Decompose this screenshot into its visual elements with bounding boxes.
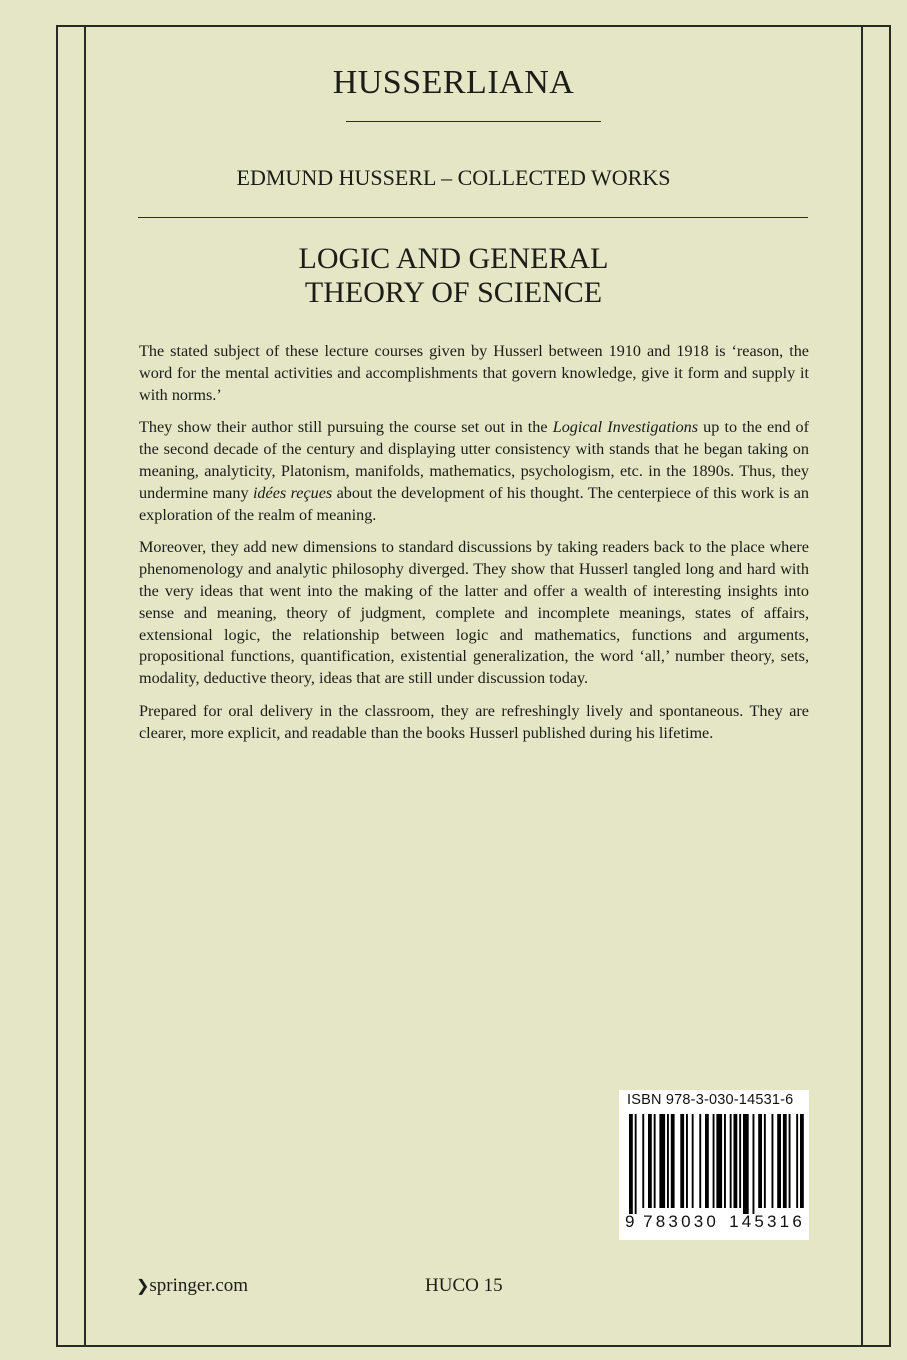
barcode-bar <box>753 1114 755 1214</box>
blurb-italic-phrase: idées reçues <box>252 483 333 502</box>
barcode-bar <box>654 1114 656 1208</box>
blurb-text: They show their author still pursuing the course set out in the <box>139 418 553 437</box>
barcode-bar <box>758 1114 762 1208</box>
book-title <box>0 242 907 310</box>
isbn-digits <box>625 1212 805 1232</box>
blurb-paragraph-4: Prepared for oral delivery in the classroom, they are refreshingly lively and spontaneous. They are clearer, more explicit, and readable than the books Husserl published during his lifetime. <box>139 701 809 742</box>
barcode-bar <box>772 1114 774 1208</box>
barcode-bar <box>659 1114 665 1208</box>
barcode-bar <box>734 1114 738 1208</box>
barcode-bar <box>783 1114 787 1208</box>
barcode-bar <box>671 1114 675 1208</box>
barcode-bar <box>635 1114 637 1214</box>
barcode-bar <box>796 1114 798 1208</box>
isbn-digits-right: 145316 <box>729 1212 805 1231</box>
barcode-bar <box>680 1114 684 1208</box>
barcode-bar <box>629 1114 633 1214</box>
isbn-label: ISBN 978-3-030-14531-6 <box>627 1092 794 1108</box>
blurb-paragraph-1: The stated subject of these lecture courses given by Husserl between 1910 and 1918 is ‘reason, the word for the mental activities and accomplishments that govern knowledge, give it form and supply it with norms.’ <box>139 342 809 404</box>
publisher-link[interactable] <box>136 1274 248 1299</box>
barcode-bar <box>724 1114 726 1208</box>
publisher-url: springer.com <box>149 1275 249 1296</box>
isbn-digit-prefix: 9 <box>625 1212 635 1231</box>
barcode-bar <box>705 1114 709 1208</box>
barcode-bar <box>764 1114 766 1208</box>
blurb-text: about the development of his thought. The centerpiece of this work is an exploration of the realm of meaning. <box>139 483 810 524</box>
blurb <box>139 341 809 756</box>
blurb-paragraph-3: Moreover, they add new dimensions to standard discussions by taking readers back to the place where phenomenology and analytic philosophy diverged. They show that Husserl tangled long and hard with the very ideas that went into the making of the latter and offer a wealth of interesting insights into sense and meaning, theory of judgment, complete and incomplete meanings, states of affairs, extensional logic, the relationship between logic and mathematics, functions and arguments, propositional functions, quantification, existential generalization, the word ‘all,’ number theory, sets, modality, deductive theory, ideas that are still under discussion today. <box>139 538 809 688</box>
barcode-bar <box>716 1114 722 1208</box>
isbn-digits-left: 783030 <box>643 1212 720 1231</box>
blurb-italic-title: Logical Investigations <box>552 418 699 437</box>
barcode-bar <box>730 1114 732 1208</box>
barcode-bar <box>713 1114 715 1208</box>
barcode-bar <box>777 1114 781 1208</box>
isbn-barcode-block <box>619 1090 809 1240</box>
barcode-bar <box>789 1114 791 1208</box>
chevron-right-icon: ❯ <box>136 1278 150 1295</box>
series-title: HUSSERLIANA <box>332 64 575 101</box>
barcode-bar <box>686 1114 688 1208</box>
barcode-bar <box>699 1114 701 1208</box>
title-divider <box>346 121 601 122</box>
barcode-bar <box>667 1114 669 1208</box>
barcode-bar <box>642 1114 644 1208</box>
barcode-bar <box>800 1114 804 1208</box>
barcode-icon <box>625 1114 805 1214</box>
barcode-bar <box>692 1114 694 1208</box>
series-subtitle: EDMUND HUSSERL – COLLECTED WORKS <box>236 165 671 190</box>
barcode-bar <box>739 1114 741 1208</box>
book-title-line-1: LOGIC AND GENERAL <box>298 242 609 275</box>
barcode-bar <box>648 1114 652 1208</box>
volume-code: HUCO 15 <box>425 1275 503 1296</box>
barcode-bar <box>743 1114 749 1214</box>
section-divider <box>138 217 808 218</box>
blurb-paragraph-2 <box>139 417 809 526</box>
blurb-text: up to the end of the second decade of the century and displaying utter consistency with stands that he began taking on meaning, analyticity, Platonism, manifolds, mathematics, psychologism, etc. in the 1890s. Thus, they undermine many <box>139 418 809 502</box>
book-title-line-2: THEORY OF SCIENCE <box>304 276 603 309</box>
